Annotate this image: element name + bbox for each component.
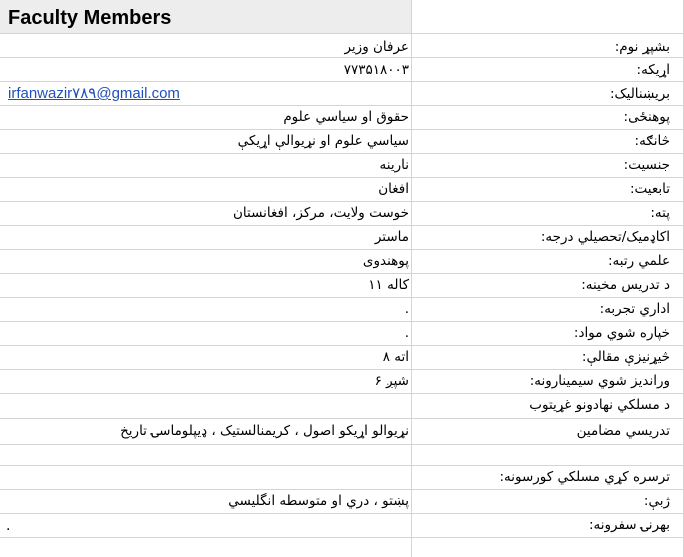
field-label: بشپړ نوم: bbox=[614, 39, 670, 55]
field-value: ۷۷۳۵۱۸۰۰۳ bbox=[343, 62, 409, 78]
field-label: اړيکه: bbox=[636, 62, 670, 78]
email-link[interactable]: irfanwazir۷۸۹@gmail.com bbox=[8, 85, 180, 102]
grid-row-line bbox=[0, 273, 684, 274]
grid-row-line bbox=[0, 297, 684, 298]
trailing-mark: . bbox=[6, 518, 11, 534]
field-label: خپاره شوي مواد: bbox=[573, 325, 670, 341]
field-label: بهرنۍ سفرونه: bbox=[588, 517, 670, 533]
field-value: افغان bbox=[378, 181, 409, 197]
grid-row-line bbox=[0, 444, 684, 445]
field-label: جنسيت: bbox=[623, 157, 670, 173]
grid-row-line bbox=[0, 153, 684, 154]
field-label: بريښناليک: bbox=[609, 86, 670, 102]
field-label: پوهنځی: bbox=[623, 109, 670, 125]
field-value: سياسي علوم او نړيوالې اړيکې bbox=[237, 133, 409, 149]
grid-row-line bbox=[0, 345, 684, 346]
field-label: پته: bbox=[650, 205, 670, 221]
field-label: د تدريس مخينه: bbox=[581, 277, 670, 293]
grid-row-line bbox=[0, 393, 684, 394]
field-label: اداري تجربه: bbox=[599, 301, 670, 317]
field-label: تابعيت: bbox=[629, 181, 670, 197]
field-value: پښتو ، دري او متوسطه انگليسي bbox=[228, 493, 409, 509]
grid-row-line bbox=[0, 537, 684, 538]
grid-row-line bbox=[0, 81, 684, 82]
grid-row-line bbox=[0, 513, 684, 514]
grid-row-line bbox=[0, 465, 684, 466]
grid-row-line bbox=[0, 177, 684, 178]
field-value: کاله ۱۱ bbox=[368, 277, 409, 293]
field-value: پوهندوی bbox=[362, 253, 409, 269]
field-label: ژبې: bbox=[643, 493, 670, 509]
field-value: عرفان وزير bbox=[344, 39, 409, 55]
grid-row-line bbox=[0, 225, 684, 226]
grid-row-line bbox=[0, 57, 684, 58]
grid-column-line bbox=[411, 0, 412, 557]
grid-row-line bbox=[0, 249, 684, 250]
page-title: Faculty Members bbox=[8, 7, 172, 29]
field-label: څيړنيزې مقالې: bbox=[581, 349, 670, 365]
field-value: حقوق او سياسي علوم bbox=[283, 109, 409, 125]
grid-row-line bbox=[0, 369, 684, 370]
field-label: څانګه: bbox=[634, 133, 670, 149]
grid-row-line bbox=[0, 105, 684, 106]
field-value: ماستر bbox=[374, 229, 409, 245]
grid-row-line bbox=[0, 418, 684, 419]
field-value: . bbox=[404, 325, 409, 341]
grid-row-line bbox=[0, 129, 684, 130]
grid-row-line bbox=[0, 489, 684, 490]
field-value: نړيوالو اړيکو اصول ، کريمنالستيک ، ډيپلوماسۍ تاريخ bbox=[120, 423, 409, 439]
field-label: ترسره کړي مسلکي کورسونه: bbox=[499, 469, 670, 485]
grid-row-line bbox=[0, 201, 684, 202]
field-value: نارينه bbox=[379, 157, 409, 173]
field-label: تدريسي مضامين bbox=[576, 423, 670, 439]
field-label: علمي رتبه: bbox=[607, 253, 670, 269]
field-label: ورانديز شوي سيمينارونه: bbox=[529, 373, 670, 389]
field-value: خوست ولايت، مرکز، افغانستان bbox=[233, 205, 409, 221]
field-value: شپږ ۶ bbox=[374, 373, 409, 389]
field-value: اته ۸ bbox=[382, 349, 409, 365]
grid-row-line bbox=[0, 321, 684, 322]
field-value: . bbox=[404, 301, 409, 317]
grid-row-line bbox=[0, 33, 684, 34]
field-label: د مسلکي نهادونو غړيتوب bbox=[529, 397, 670, 413]
field-label: اکاډميک/تحصيلي درجه: bbox=[540, 229, 670, 245]
